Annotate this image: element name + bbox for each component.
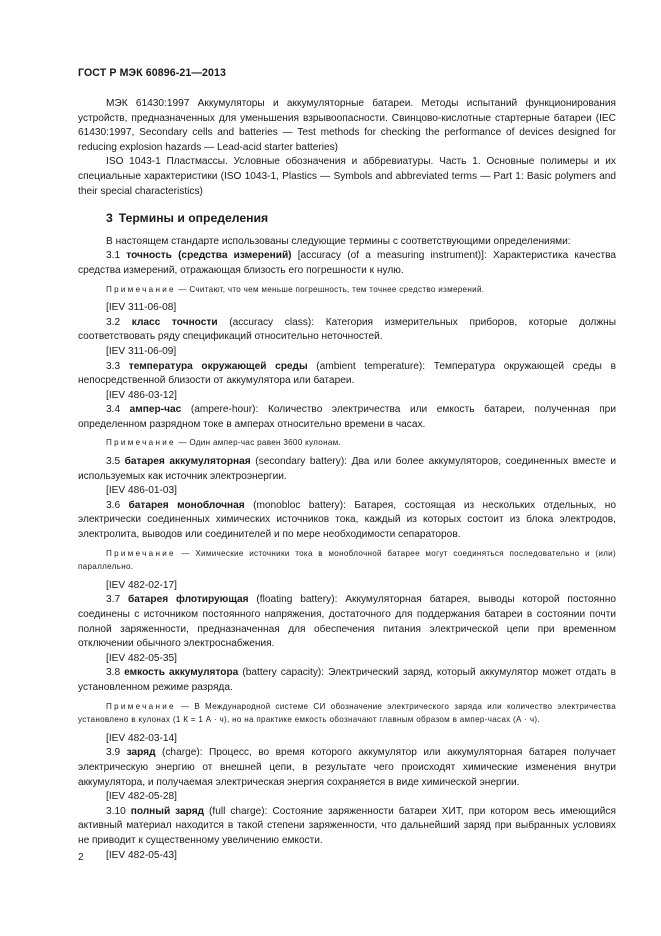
term-note: Примечание — В Международной системе СИ обозначение электрического заряда или количество электричества установлено в кулонах (1 К = 1 А · ч), но на практике емкость обозначают главным образом в ампер-часах (А · ч). bbox=[78, 701, 616, 725]
term-name: батарея аккумуляторная bbox=[124, 456, 251, 468]
term-number: 3.7 bbox=[106, 594, 121, 606]
term-entry bbox=[78, 666, 616, 695]
term-definition: (ampere-hour): Количество электричества или емкость батареи, полученная при определенном разрядном токе в амперах относительно времени в часах. bbox=[78, 404, 616, 430]
term-entry bbox=[78, 455, 616, 484]
note-text: Считают, что чем меньше погрешность, тем точнее средство измерений. bbox=[189, 284, 485, 294]
term-name: температура окружающей среды bbox=[128, 360, 308, 372]
term-number: 3.8 bbox=[106, 667, 121, 679]
term-entry bbox=[78, 593, 616, 651]
term-reference: [IEV 486-03-12] bbox=[106, 389, 177, 401]
term-definition: (monobloc battery): Батарея, состоящая из нескольких отдельных, но электрически соединенных химических источников тока, каждый из которых состоит из блока электродов, электролита, выводов или соединителей и по мере необходимости сепараторов. bbox=[78, 499, 616, 541]
term-reference: [IEV 311-06-09] bbox=[106, 345, 177, 357]
term-entry bbox=[78, 360, 616, 389]
term-name: полный заряд bbox=[130, 805, 205, 817]
term-definition: (full charge): Состояние заряженности батареи ХИТ, при котором весь имеющийся активный материал находится в такой степени заряженности, что дальнейший заряд при выбранных условиях не приводит к существенному увеличению емкости. bbox=[78, 805, 616, 846]
term-number: 3.4 bbox=[106, 404, 121, 416]
term-definition: (floating battery): Аккумуляторная батарея, выводы которой постоянно соединены с источником постоянного напряжения, достаточного для поддержания батареи в состоянии почти полной заряженности, предназначенная для обеспечения питания электрической цепи при временном отключении обычного электроснабжения. bbox=[78, 594, 616, 650]
term-name: емкость аккумулятора bbox=[124, 667, 239, 679]
reference-iec-61430: МЭК 61430:1997 Аккумуляторы и аккумуляторные батареи. Методы испытаний функционирования устройств, предназначенных для уменьшения взрывоопасности. Свинцово-кислотные стартерные батареи (IEC 61430:1997, Secondary cells and batteries — Test methods for checking the performance of devices designed for reducing explosion hazards — Lead-acid starter batteries) bbox=[78, 98, 616, 153]
term-name: батарея флотирующая bbox=[127, 594, 249, 606]
term-entry bbox=[78, 249, 616, 278]
term-name: класс точности bbox=[131, 316, 218, 328]
term-note: Примечание — Один ампер-час равен 3600 кулонам. bbox=[106, 438, 342, 448]
term-name: точность (средства измерений) bbox=[126, 250, 292, 262]
section-heading bbox=[78, 211, 616, 226]
term-entry bbox=[78, 746, 616, 790]
term-reference: [IEV 486-01-03] bbox=[106, 485, 177, 497]
term-definition: [accuracy (of a measuring instrument)]: Характеристика качества средства измерений, отражающая близость его погрешности к нулю. bbox=[78, 250, 616, 276]
note-label: Примечание bbox=[106, 548, 176, 558]
term-entry bbox=[78, 805, 616, 849]
term-definition: (secondary battery): Два или более аккумуляторов, соединенных вместе и используемых как источник электроэнергии. bbox=[78, 456, 616, 482]
term-number: 3.9 bbox=[106, 747, 121, 759]
note-label: Примечание bbox=[106, 701, 176, 711]
term-definition: (ambient temperature): Температура окружающей среды в непосредственной близости от аккумулятора или батареи. bbox=[78, 360, 616, 387]
term-reference: [IEV 311-06-08] bbox=[106, 302, 177, 314]
note-label: Примечание bbox=[106, 284, 176, 294]
page-content bbox=[78, 97, 616, 863]
term-reference: [IEV 482-03-14] bbox=[106, 732, 177, 744]
term-reference: [IEV 482-05-35] bbox=[106, 652, 177, 664]
section-intro: В настоящем стандарте использованы следующие термины с соответствующими определениями: bbox=[106, 235, 571, 247]
document-header: ГОСТ Р МЭК 60896-21—2013 bbox=[78, 67, 227, 79]
term-definition: (accuracy class): Категория измерительных приборов, которые должны соответствовать ряду спецификаций относительно неточностей. bbox=[78, 316, 616, 343]
term-definition: (charge): Процесс, во время которого аккумулятор или аккумуляторная батарея получает электрическую энергию от внешней цепи, в результате чего происходят химические изменения внутри аккумулятора, и получаемая электрическая энергия сохраняется в виде химической энергии. bbox=[78, 747, 616, 788]
note-text: В Международной системе СИ обозначение электрического заряда или количество электричества установлено в кулонах (1 К = 1 А · ч), но на практике емкость обозначают главным образом в ампер-часах (А · ч). bbox=[78, 701, 616, 725]
term-note: Примечание — Химические источники тока в моноблочной батарее могут соединяться последовательно и (или) параллельно. bbox=[78, 548, 616, 572]
term-name: заряд bbox=[126, 747, 156, 759]
term-entry bbox=[78, 499, 616, 543]
term-definition: (battery capacity): Электрический заряд, который аккумулятор может отдать в установленном режиме разряда. bbox=[78, 667, 616, 693]
term-reference: [IEV 482-05-43] bbox=[106, 849, 177, 861]
term-entry bbox=[78, 316, 616, 345]
term-number: 3.6 bbox=[106, 499, 121, 511]
section-number: 3 bbox=[106, 211, 113, 226]
term-reference: [IEV 482-02-17] bbox=[106, 579, 177, 591]
term-number: 3.3 bbox=[106, 360, 121, 372]
note-label: Примечание bbox=[106, 438, 176, 448]
reference-iso-1043: ISO 1043-1 Пластмассы. Условные обозначения и аббревиатуры. Часть 1. Основные полимеры и их специальные характеристики (ISO 1043-1, Plastics — Symbols and abbreviated terms — Part 1: Basic polymers and their special characteristics) bbox=[78, 156, 616, 197]
term-note: Примечание — Считают, что чем меньше погрешность, тем точнее средство измерений. bbox=[106, 284, 485, 294]
page-number: 2 bbox=[78, 852, 84, 863]
section-title: Термины и определения bbox=[118, 211, 269, 226]
term-reference: [IEV 482-05-28] bbox=[106, 791, 177, 803]
term-name: батарея моноблочная bbox=[128, 499, 245, 511]
term-number: 3.10 bbox=[106, 805, 126, 817]
note-text: Один ампер-час равен 3600 кулонам. bbox=[189, 438, 342, 448]
term-name: ампер-час bbox=[129, 404, 182, 416]
term-number: 3.2 bbox=[106, 316, 121, 328]
note-text: Химические источники тока в моноблочной батарее могут соединяться последовательно и (или) параллельно. bbox=[78, 548, 616, 572]
term-number: 3.1 bbox=[106, 250, 121, 262]
term-number: 3.5 bbox=[106, 456, 121, 468]
term-entry bbox=[78, 403, 616, 432]
